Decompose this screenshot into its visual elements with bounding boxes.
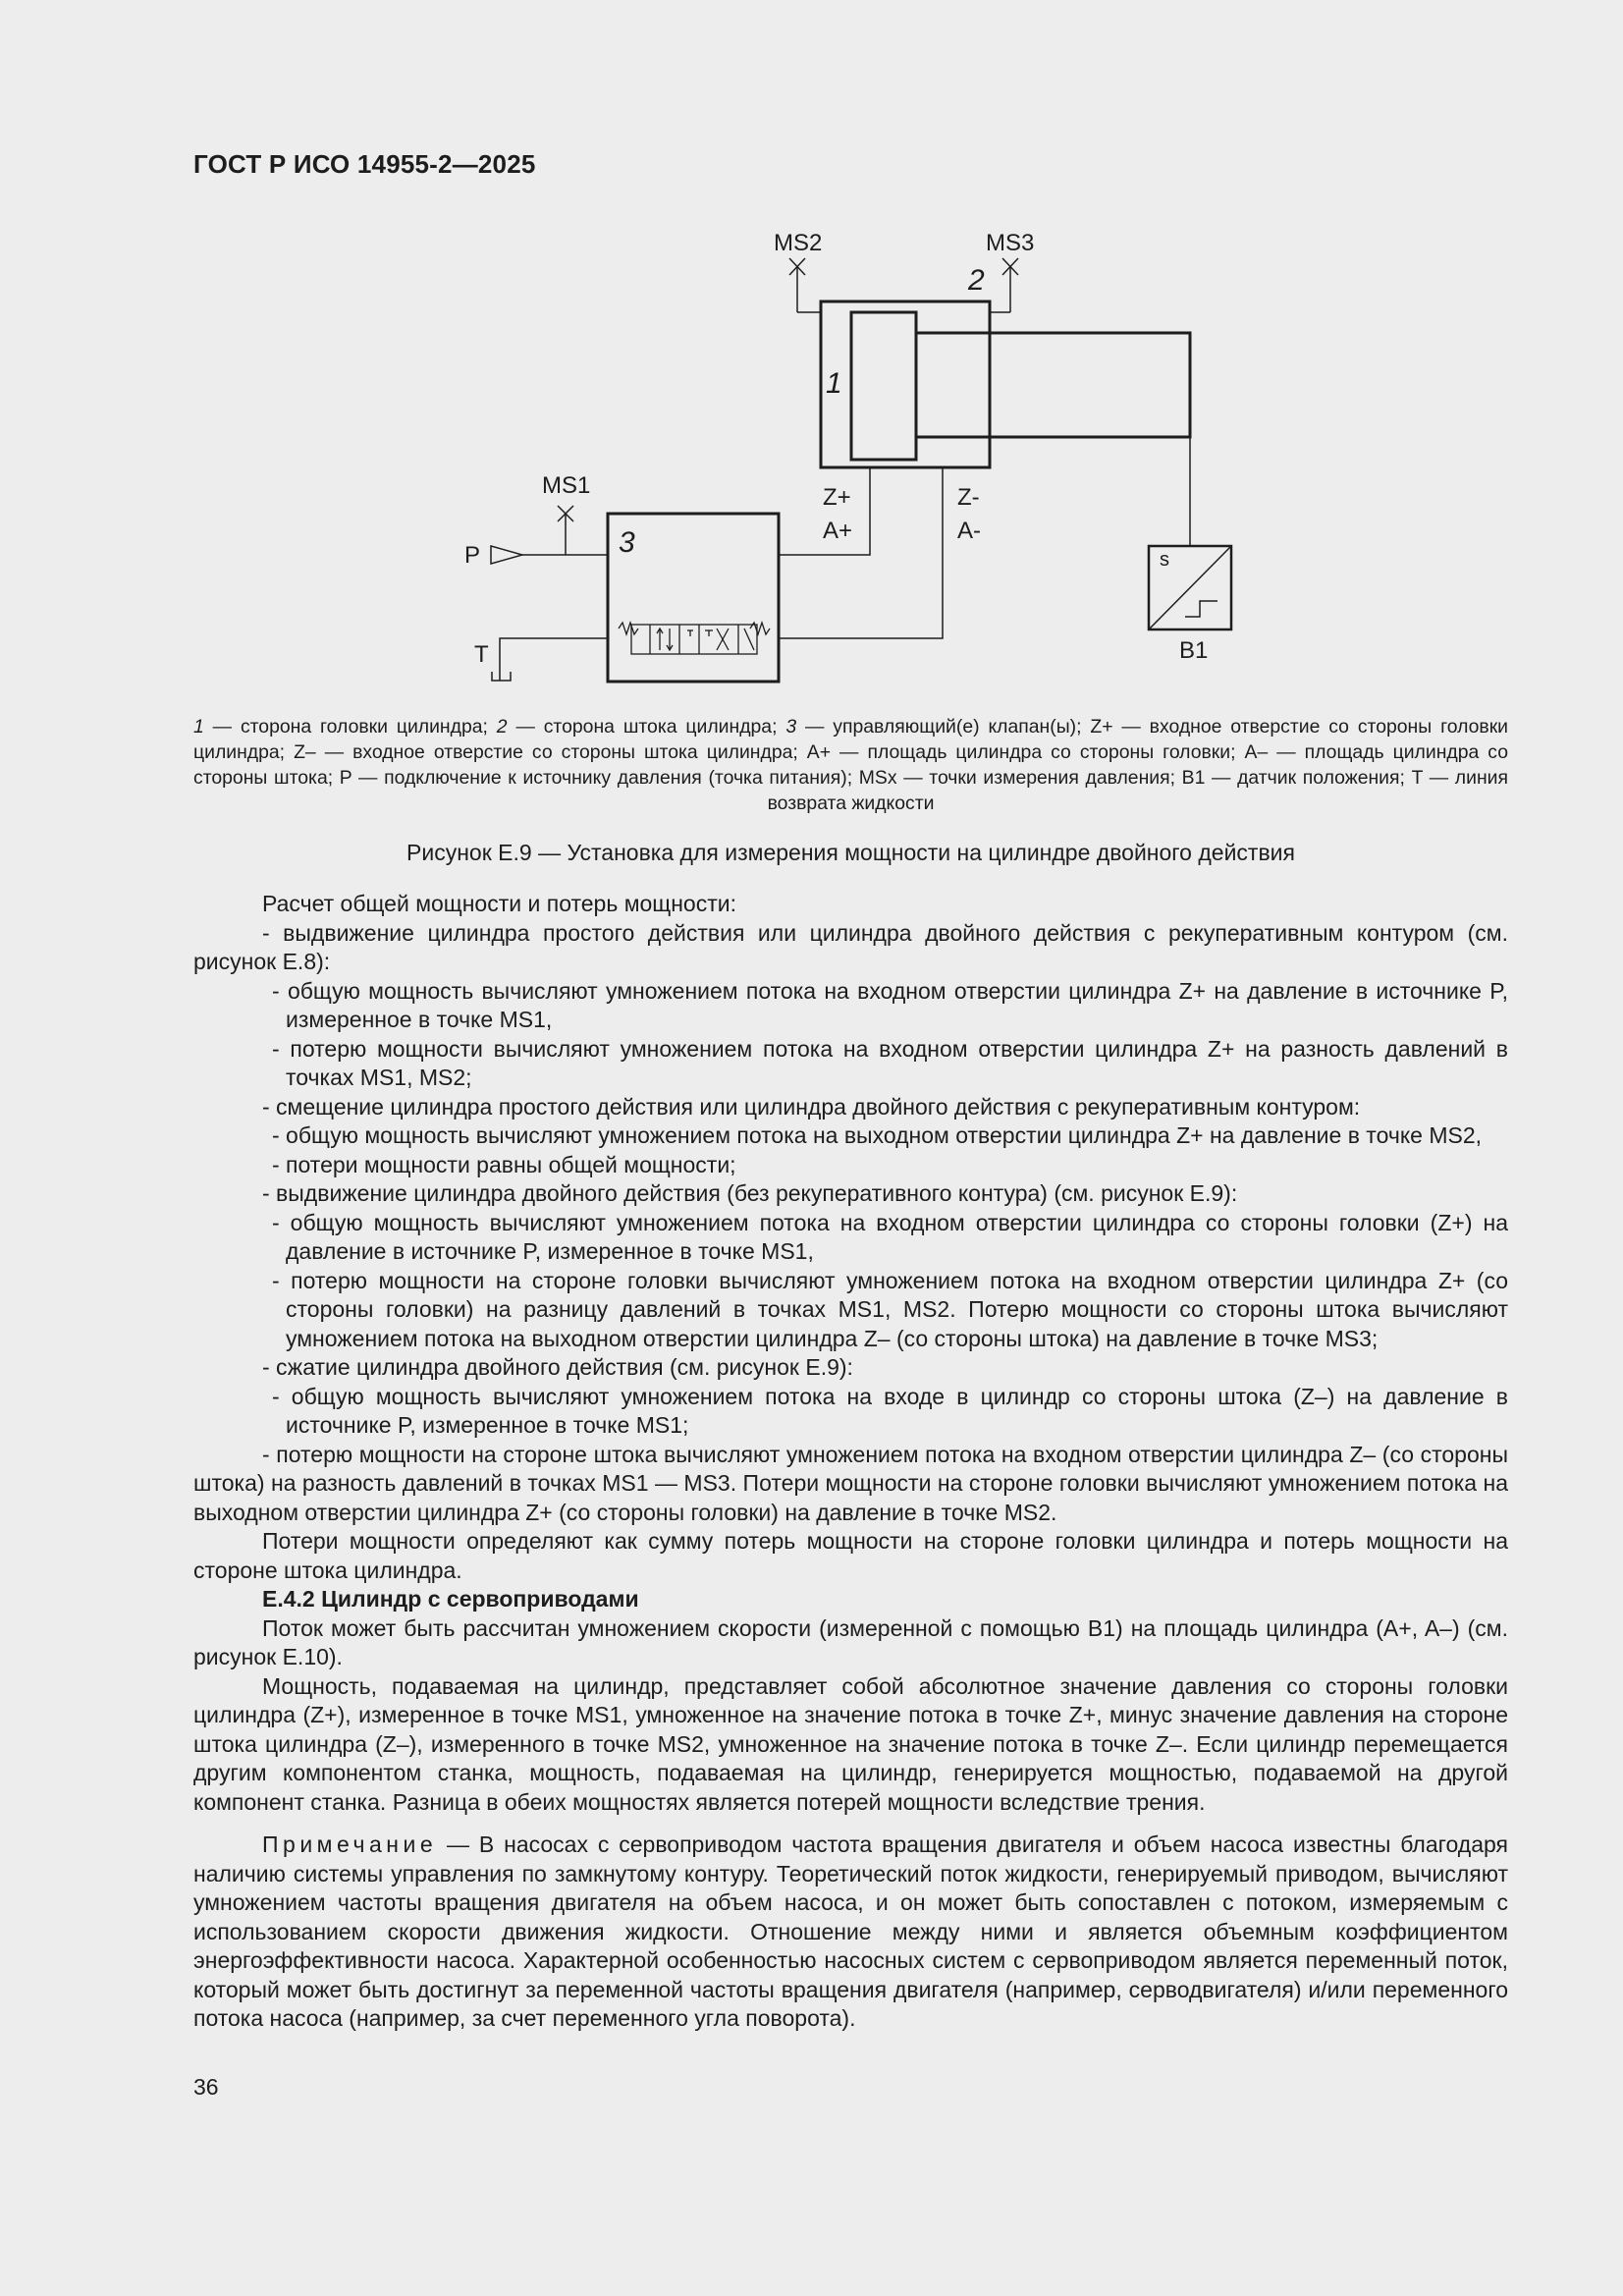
label-z-plus: Z+ [823, 484, 851, 511]
label-s: s [1160, 549, 1169, 571]
label-ms2: MS2 [774, 230, 823, 256]
valve-symbol [619, 623, 770, 654]
legend-text-3: — управляющий(е) клапан(ы); Z+ — входное отверстие со стороны головки цилиндра; Z– — входное отверстие со стороны штока цилиндра; A+ — площадь цилиндра со стороны головки; A– — площадь цилиндра со стороны штока; P — подключение к источнику давления (точка питания); MSx — точки измерения давления; B1 — датчик положения; T — линия возврата жидкости [193, 716, 1509, 814]
list-item: - потерю мощности на стороне головки вычисляют умножением потока на входном отверстии цилиндра Z+ (со стороны головки) на разницу давлений в точках MS1, MS2. Потерю мощности со стороны штока вычисляют умножением потока на выходном отверстии цилиндра Z– (со стороны штока) на давление в точке MS3; [272, 1267, 1508, 1351]
paragraph: Мощность, подаваемая на цилиндр, представляет собой абсолютное значение давления со стороны головки цилиндра (Z+), измеренное в точке MS1, умноженное на значение потока в точке Z+, минус значение давления на стороне штока цилиндра (Z–), измеренного в точке MS2, умноженное на значение потока в точке Z–. Если цилиндр перемещается другим компонентом станка, мощность, подаваемая на цилиндр, генерируется мощностью, подаваемой на другой компонент станка. Разница в обеих мощностях является потерей мощности вследствие трения. [193, 1672, 1508, 1815]
note-paragraph [193, 1831, 1508, 2034]
figure-caption: Рисунок E.9 — Установка для измерения мощности на цилиндре двойного действия [406, 840, 1295, 865]
paragraph: Поток может быть рассчитан умножением скорости (измеренной с помощью B1) на площадь цилиндра (A+, A–) (см. рисунок E.10). [193, 1614, 1508, 1669]
list-item: - потерю мощности на стороне штока вычисляют умножением потока на входном отверстии цилиндра Z– (со стороны штока) на разность давлений в точках MS1 — MS3. Потери мощности на стороне головки вычисляют умножением потока на выходном отверстии цилиндра Z+ (со стороны головки) на давление в точке MS2. [193, 1441, 1508, 1525]
legend-num-3: 3 [785, 716, 797, 738]
list-item: - смещение цилиндра простого действия или цилиндра двойного действия с рекуперативным контуром: [262, 1093, 1361, 1120]
list-item: - выдвижение цилиндра простого действия или цилиндра двойного действия с рекуперативным контуром (см. рисунок E.8): [193, 919, 1508, 974]
document-header: ГОСТ Р ИСО 14955-2—2025 [193, 149, 536, 179]
body-text [193, 890, 1508, 2034]
section-heading: E.4.2 Цилиндр с сервоприводами [262, 1586, 639, 1612]
label-b1: B1 [1179, 637, 1209, 664]
list-item: - общую мощность вычисляют умножением потока на входном отверстии цилиндра со стороны головки (Z+) на давление в источнике P, измеренное в точке MS1, [272, 1209, 1508, 1264]
figure-legend [193, 714, 1508, 816]
label-3: 3 [619, 526, 635, 559]
list-item: - общую мощность вычисляют умножением потока на выходном отверстии цилиндра Z+ на давление в точке MS2, [272, 1122, 1483, 1148]
paragraph: Расчет общей мощности и потерь мощности: [262, 891, 736, 916]
label-2: 2 [968, 264, 985, 297]
list-item: - выдвижение цилиндра двойного действия (без рекуперативного контура) (см. рисунок E.9): [262, 1180, 1238, 1206]
list-item: - потери мощности равны общей мощности; [272, 1151, 736, 1177]
label-z-minus: Z- [957, 484, 980, 511]
label-t: T [474, 641, 489, 668]
label-a-minus: A- [957, 518, 981, 544]
page-number: 36 [193, 2074, 219, 2100]
cylinder-body [821, 301, 990, 467]
hydraulic-diagram [0, 0, 1623, 707]
note-text: — В насосах с сервоприводом частота вращения двигателя и объем насоса известны благодаря наличию системы управления по замкнутому контуру. Теоретический поток жидкости, генерируемый приводом, вычисляют умножением частоты вращения двигателя на объем насоса, и он может быть сопоставлен с потоком, измеряемым с использованием скорости движения жидкости. Отношение между ними и является объемным коэффициентом энергоэффективности насоса. Характерной особенностью насосных систем с сервоприводом является переменный поток, который может быть достигнут за переменной частоты вращения двигателя (например, серводвигателя) и/или переменного потока насоса (например, за счет переменного угла поворота). [193, 1831, 1508, 2031]
label-1: 1 [826, 367, 842, 400]
label-p: P [464, 542, 481, 569]
label-ms3: MS3 [986, 230, 1035, 256]
legend-num-1: 1 [193, 716, 204, 738]
legend-num-2: 2 [496, 716, 508, 738]
list-item: - общую мощность вычисляют умножением потока на входе в цилиндр со стороны штока (Z–) на давление в источнике P, измеренное в точке MS1; [272, 1383, 1508, 1438]
label-a-plus: A+ [823, 518, 853, 544]
paragraph: Потери мощности определяют как сумму потерь мощности на стороне головки цилиндра и потерь мощности на стороне штока цилиндра. [193, 1528, 1508, 1583]
cylinder-rod [916, 333, 1190, 437]
cylinder-piston [851, 312, 916, 460]
legend-text-1: — сторона головки цилиндра; [203, 716, 497, 738]
list-item: - сжатие цилиндра двойного действия (см. рисунок E.9): [262, 1354, 853, 1380]
label-ms1: MS1 [542, 472, 591, 499]
list-item: - потерю мощности вычисляют умножением потока на входном отверстии цилиндра Z+ на разность давлений в точках MS1, MS2; [272, 1035, 1508, 1090]
note-label: Примечание [262, 1831, 438, 1857]
list-item: - общую мощность вычисляют умножением потока на входном отверстии цилиндра Z+ на давление в источнике P, измеренное в точке MS1, [272, 977, 1508, 1032]
legend-text-2: — сторона штока цилиндра; [507, 716, 786, 738]
